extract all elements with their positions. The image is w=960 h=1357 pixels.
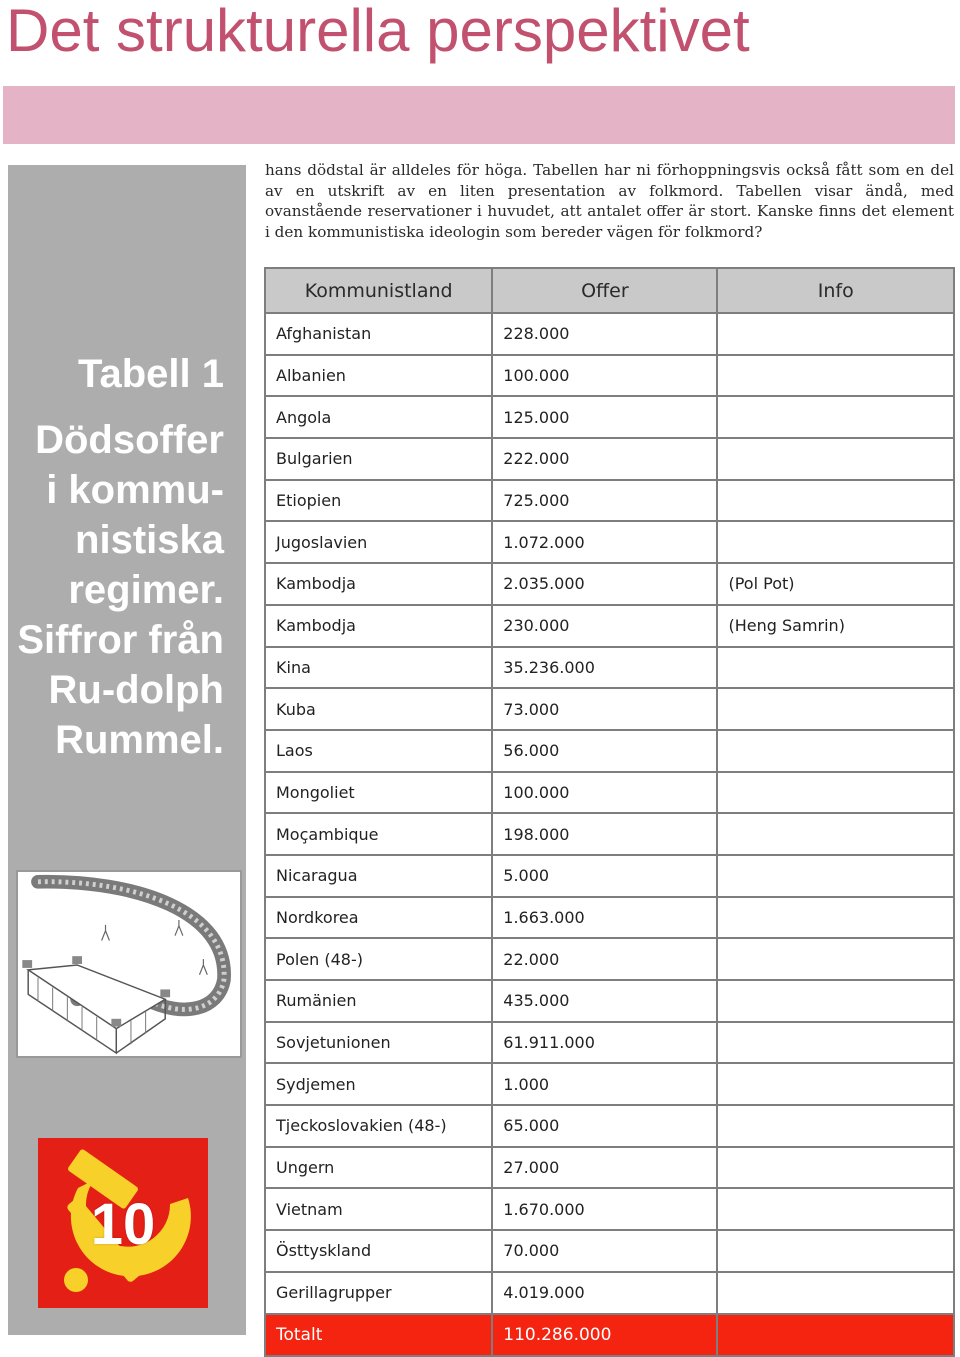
country-cell: Bulgarien	[265, 438, 492, 480]
table-row	[265, 396, 954, 438]
header-info: Info	[717, 268, 954, 313]
victims-cell: 1.000	[492, 1063, 717, 1105]
header-victims: Offer	[492, 268, 717, 313]
table-row	[265, 980, 954, 1022]
victims-cell: 125.000	[492, 396, 717, 438]
victims-cell: 65.000	[492, 1105, 717, 1147]
victims-cell: 27.000	[492, 1147, 717, 1189]
victims-cell: 222.000	[492, 438, 717, 480]
victims-cell: 22.000	[492, 938, 717, 980]
info-cell	[717, 1272, 954, 1314]
victims-cell: 2.035.000	[492, 563, 717, 605]
info-cell	[717, 1022, 954, 1064]
caption-label: Tabell 1	[78, 352, 224, 396]
info-cell	[717, 1230, 954, 1272]
header-band	[3, 86, 955, 144]
victims-cell: 4.019.000	[492, 1272, 717, 1314]
table-row	[265, 521, 954, 563]
victims-cell: 228.000	[492, 313, 717, 355]
country-cell: Vietnam	[265, 1188, 492, 1230]
info-cell	[717, 647, 954, 689]
prison-camp-sketch-icon	[18, 872, 240, 1056]
country-cell: Jugoslavien	[265, 521, 492, 563]
table-header-row	[265, 268, 954, 313]
victims-cell: 198.000	[492, 813, 717, 855]
info-cell	[717, 772, 954, 814]
country-cell: Polen (48-)	[265, 938, 492, 980]
table-row	[265, 1230, 954, 1272]
table-row	[265, 688, 954, 730]
info-cell	[717, 1147, 954, 1189]
victims-cell: 230.000	[492, 605, 717, 647]
country-cell: Kambodja	[265, 563, 492, 605]
caption-text: Dödsoffer i kommu-nistiska regimer. Siffror från Ru-dolph Rummel.	[17, 418, 224, 762]
country-cell: Nordkorea	[265, 897, 492, 939]
victims-cell: 5.000	[492, 855, 717, 897]
country-cell: Ungern	[265, 1147, 492, 1189]
total-value: 110.286.000	[492, 1314, 717, 1356]
info-cell	[717, 1105, 954, 1147]
total-info-cell	[717, 1314, 954, 1356]
info-cell	[717, 980, 954, 1022]
table-row	[265, 1105, 954, 1147]
country-cell: Albanien	[265, 355, 492, 397]
table-total-row	[265, 1314, 954, 1356]
victims-cell: 1.670.000	[492, 1188, 717, 1230]
table-row	[265, 1272, 954, 1314]
info-cell	[717, 313, 954, 355]
victims-cell: 56.000	[492, 730, 717, 772]
table-row	[265, 313, 954, 355]
info-cell	[717, 855, 954, 897]
info-cell	[717, 396, 954, 438]
header-country: Kommunistland	[265, 268, 492, 313]
table-row	[265, 938, 954, 980]
info-cell	[717, 730, 954, 772]
info-cell	[717, 438, 954, 480]
victims-cell: 61.911.000	[492, 1022, 717, 1064]
victims-cell: 1.072.000	[492, 521, 717, 563]
country-cell: Östtyskland	[265, 1230, 492, 1272]
table-row	[265, 1147, 954, 1189]
table-row	[265, 355, 954, 397]
country-cell: Moçambique	[265, 813, 492, 855]
country-cell: Nicaragua	[265, 855, 492, 897]
country-cell: Rumänien	[265, 980, 492, 1022]
country-cell: Mongoliet	[265, 772, 492, 814]
table-row	[265, 730, 954, 772]
info-cell	[717, 813, 954, 855]
country-cell: Angola	[265, 396, 492, 438]
table-row	[265, 438, 954, 480]
victims-cell: 70.000	[492, 1230, 717, 1272]
victims-cell: 725.000	[492, 480, 717, 522]
country-cell: Laos	[265, 730, 492, 772]
soviet-emblem	[38, 1138, 208, 1308]
country-cell: Tjeckoslovakien (48-)	[265, 1105, 492, 1147]
country-cell: Kambodja	[265, 605, 492, 647]
table-row	[265, 772, 954, 814]
table-row	[265, 813, 954, 855]
total-label: Totalt	[265, 1314, 492, 1356]
table-row	[265, 605, 954, 647]
info-cell	[717, 521, 954, 563]
page-title: Det strukturella perspektivet	[6, 0, 750, 64]
info-cell	[717, 1188, 954, 1230]
country-cell: Sovjetunionen	[265, 1022, 492, 1064]
table-caption	[14, 349, 224, 765]
victims-cell: 1.663.000	[492, 897, 717, 939]
table-row	[265, 563, 954, 605]
victims-table	[264, 267, 955, 1357]
table-row	[265, 897, 954, 939]
country-cell: Afghanistan	[265, 313, 492, 355]
country-cell: Kina	[265, 647, 492, 689]
table-body	[265, 313, 954, 1356]
page-number: 10	[90, 1192, 156, 1257]
victims-cell: 100.000	[492, 772, 717, 814]
table-row	[265, 1022, 954, 1064]
country-cell: Kuba	[265, 688, 492, 730]
info-cell	[717, 355, 954, 397]
info-cell: (Pol Pot)	[717, 563, 954, 605]
table-row	[265, 855, 954, 897]
country-cell: Sydjemen	[265, 1063, 492, 1105]
info-cell	[717, 1063, 954, 1105]
victims-cell: 100.000	[492, 355, 717, 397]
victims-cell: 435.000	[492, 980, 717, 1022]
info-cell	[717, 688, 954, 730]
info-cell	[717, 938, 954, 980]
victims-cell: 35.236.000	[492, 647, 717, 689]
country-cell: Etiopien	[265, 480, 492, 522]
body-paragraph: hans dödstal är alldeles för höga. Tabellen har ni förhoppningsvis också fått som en del av en utskrift av en liten presentation av folkmord. Tabellen visar ändå, med ovanstående reservationer i huvudet, att antalet offer är stort. Kanske finns det element i den kommunistiska ideologin som bereder vägen för folkmord?	[265, 161, 954, 242]
victims-cell: 73.000	[492, 688, 717, 730]
table-row	[265, 1188, 954, 1230]
info-cell	[717, 897, 954, 939]
table-row	[265, 647, 954, 689]
table-row	[265, 1063, 954, 1105]
info-cell: (Heng Samrin)	[717, 605, 954, 647]
info-cell	[717, 480, 954, 522]
prison-camp-illustration	[16, 870, 242, 1058]
table-row	[265, 480, 954, 522]
country-cell: Gerillagrupper	[265, 1272, 492, 1314]
